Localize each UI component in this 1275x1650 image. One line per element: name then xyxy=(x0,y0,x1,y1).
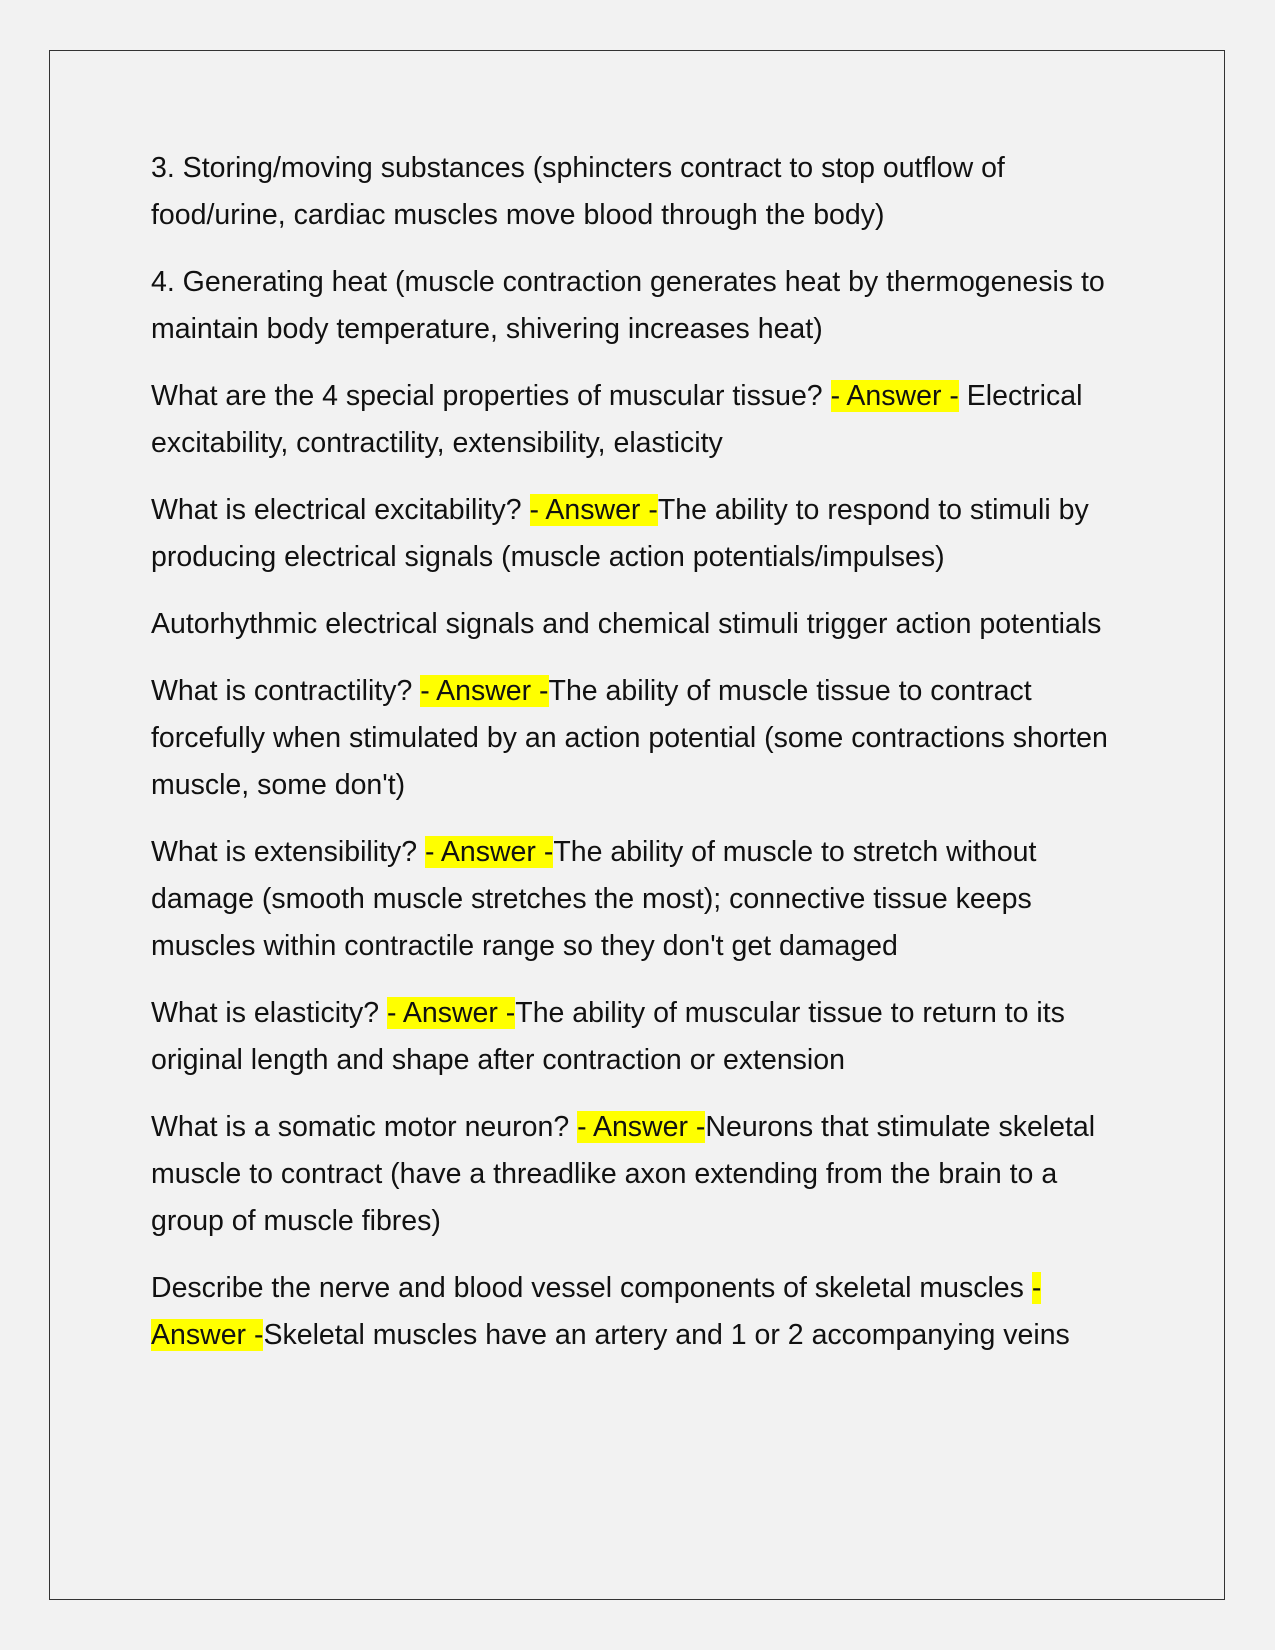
paragraph-autorhythmic xyxy=(151,601,1136,648)
answer-marker: - Answer - xyxy=(830,380,959,412)
question-text: What is contractility? xyxy=(151,675,421,707)
answer-marker: - Answer - xyxy=(577,1111,706,1143)
paragraph-text: Autorhythmic electrical signals and chemical stimuli trigger action potentials xyxy=(151,608,1102,640)
paragraph-text: 3. Storing/moving substances (sphincters contract to stop outflow of food/urine, cardiac muscles move blood through the body) xyxy=(151,152,1005,231)
answer-marker: - Answer - xyxy=(529,494,658,526)
qa-electrical-excitability xyxy=(151,487,1136,581)
paragraph-text: 4. Generating heat (muscle contraction generates heat by thermogenesis to maintain body temperature, shivering increases heat) xyxy=(151,266,1105,345)
qa-elasticity xyxy=(151,990,1136,1084)
answer-marker: - Answer - xyxy=(420,675,549,707)
answer-marker: - Answer - xyxy=(151,1272,1042,1351)
answer-marker: - Answer - xyxy=(425,836,554,868)
qa-nerve-blood-vessel xyxy=(151,1265,1136,1359)
question-text: What is elasticity? xyxy=(151,997,387,1029)
qa-extensibility xyxy=(151,829,1136,970)
document-body xyxy=(151,145,1136,1379)
qa-somatic-motor-neuron xyxy=(151,1104,1136,1245)
question-text: What is a somatic motor neuron? xyxy=(151,1111,578,1143)
paragraph-storing-substances xyxy=(151,145,1136,239)
answer-text: The ability to respond to stimuli by producing electrical signals (muscle action potentials/impulses) xyxy=(151,494,1089,573)
paragraph-generating-heat xyxy=(151,259,1136,353)
question-text: What is electrical excitability? xyxy=(151,494,530,526)
qa-special-properties xyxy=(151,373,1136,467)
answer-marker: - Answer - xyxy=(387,997,516,1029)
answer-text: Electrical excitability, contractility, extensibility, elasticity xyxy=(151,380,1083,459)
question-text: What is extensibility? xyxy=(151,836,426,868)
qa-contractility xyxy=(151,668,1136,809)
answer-text: The ability of muscle to stretch without damage (smooth muscle stretches the most); connective tissue keeps muscles within contractile range so they don't get damaged xyxy=(151,836,1037,962)
answer-text: Skeletal muscles have an artery and 1 or 2 accompanying veins xyxy=(263,1319,1070,1351)
answer-text: Neurons that stimulate skeletal muscle to contract (have a threadlike axon extending from the brain to a group of muscle fibres) xyxy=(151,1111,1096,1237)
question-text: What are the 4 special properties of muscular tissue? xyxy=(151,380,831,412)
question-text: Describe the nerve and blood vessel components of skeletal muscles xyxy=(151,1272,1032,1304)
answer-text: The ability of muscular tissue to return to its original length and shape after contraction or extension xyxy=(151,997,1065,1076)
answer-text: The ability of muscle tissue to contract forcefully when stimulated by an action potential (some contractions shorten muscle, some don't) xyxy=(151,675,1108,801)
